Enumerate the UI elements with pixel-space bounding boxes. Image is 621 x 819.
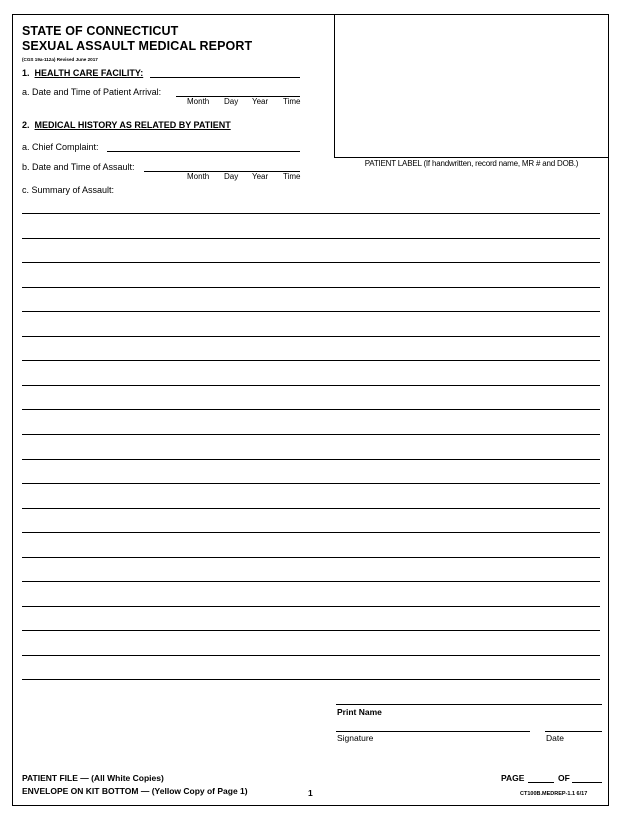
assault-datetime-field[interactable]: [144, 171, 300, 172]
section2-heading: [22, 120, 231, 130]
patient-label-box[interactable]: [334, 14, 609, 158]
patient-arrival-label: a. Date and Time of Patient Arrival:: [22, 87, 162, 97]
patient-label-caption: PATIENT LABEL (If handwritten, record name, MR # and DOB.): [364, 159, 579, 168]
assault-summary-label: c. Summary of Assault:: [22, 185, 115, 195]
summary-line[interactable]: [22, 606, 600, 607]
print-name-label: Print Name: [337, 707, 382, 717]
section1-heading: [22, 68, 143, 78]
form-id: CT100B.MEDREP-1.1 6/17: [520, 791, 588, 797]
chief-complaint-field[interactable]: [107, 151, 300, 152]
summary-line[interactable]: [22, 213, 600, 214]
summary-line[interactable]: [22, 238, 600, 239]
summary-line[interactable]: [22, 557, 600, 558]
summary-line[interactable]: [22, 532, 600, 533]
of-field[interactable]: [572, 782, 602, 783]
date-label-time: Time: [283, 97, 301, 106]
summary-line[interactable]: [22, 679, 600, 680]
of-label: OF: [558, 773, 570, 783]
date-label-time: Time: [283, 172, 301, 181]
signature-label: Signature: [337, 733, 374, 743]
revision-note: (CGS 19a-112a) Revised June 2017: [22, 57, 98, 62]
summary-line[interactable]: [22, 630, 600, 631]
summary-line[interactable]: [22, 483, 600, 484]
summary-line[interactable]: [22, 287, 600, 288]
footer-envelope: ENVELOPE ON KIT BOTTOM — (Yellow Copy of Page 1): [22, 786, 248, 796]
form-title-line2: SEXUAL ASSAULT MEDICAL REPORT: [22, 39, 253, 53]
summary-line[interactable]: [22, 459, 600, 460]
form-title-line1: STATE OF CONNECTICUT: [22, 24, 179, 38]
date-label-month: Month: [187, 97, 210, 106]
assault-datetime-label: b. Date and Time of Assault:: [22, 162, 135, 172]
print-name-field[interactable]: [336, 704, 602, 705]
summary-line[interactable]: [22, 409, 600, 410]
section1-heading-text: HEALTH CARE FACILITY:: [34, 68, 144, 78]
footer-patient-file: PATIENT FILE — (All White Copies): [22, 773, 164, 783]
date-label-year: Year: [252, 97, 269, 106]
summary-line[interactable]: [22, 581, 600, 582]
signature-field[interactable]: [336, 731, 530, 732]
summary-line[interactable]: [22, 311, 600, 312]
summary-line[interactable]: [22, 360, 600, 361]
page-field[interactable]: [528, 782, 554, 783]
summary-line[interactable]: [22, 385, 600, 386]
summary-line[interactable]: [22, 262, 600, 263]
page-number: 1: [308, 788, 313, 798]
summary-line[interactable]: [22, 434, 600, 435]
chief-complaint-label: a. Chief Complaint:: [22, 142, 99, 152]
section1-number: 1.: [22, 68, 30, 78]
section2-heading-text: MEDICAL HISTORY AS RELATED BY PATIENT: [34, 120, 231, 130]
date-label-day: Day: [224, 97, 239, 106]
date-label-year: Year: [252, 172, 269, 181]
page-label: PAGE: [501, 773, 525, 783]
health-care-facility-field[interactable]: [150, 77, 300, 78]
summary-line[interactable]: [22, 655, 600, 656]
date-label: Date: [546, 733, 564, 743]
date-label-day: Day: [224, 172, 239, 181]
summary-line[interactable]: [22, 336, 600, 337]
section2-number: 2.: [22, 120, 30, 130]
date-label-month: Month: [187, 172, 210, 181]
date-field[interactable]: [545, 731, 602, 732]
summary-line[interactable]: [22, 508, 600, 509]
